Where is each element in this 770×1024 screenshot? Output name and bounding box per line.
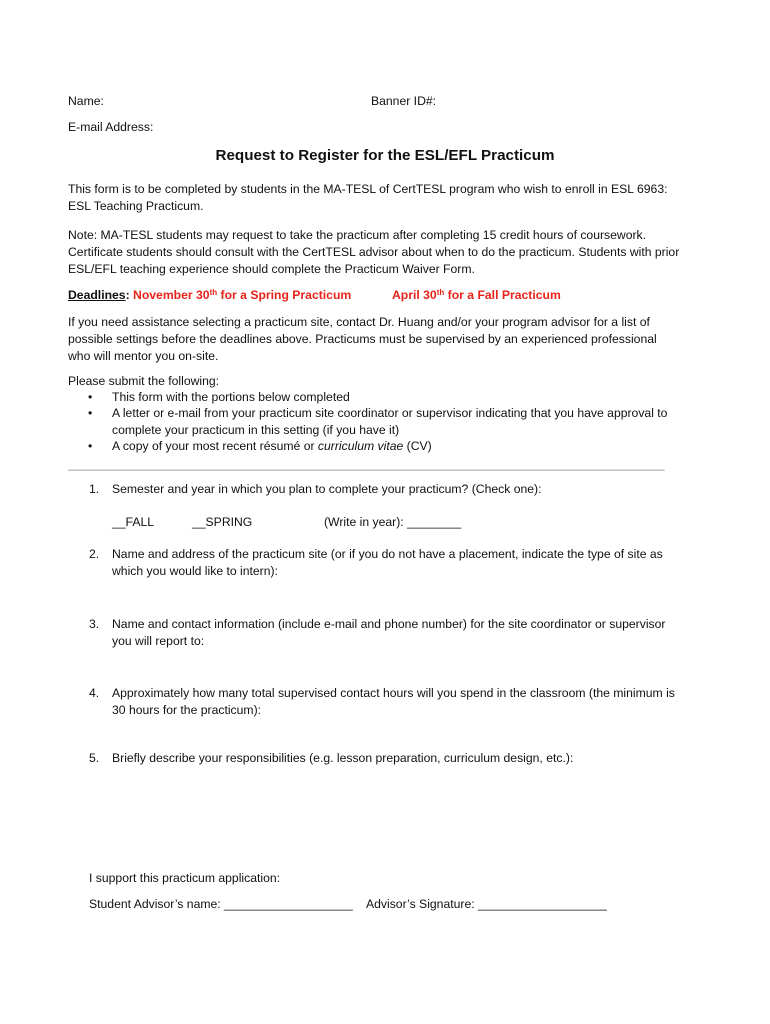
form-title: Request to Register for the ESL/EFL Practicum (215, 147, 555, 164)
note-line: Certificate students should consult with the CertTESL advisor about when to do the practicum. Students with prior (68, 244, 680, 259)
bullet-icon: • (88, 406, 93, 420)
question-number: 4. (89, 686, 100, 700)
deadlines-row (68, 287, 351, 304)
note-paragraph (68, 227, 708, 277)
question-number: 5. (89, 751, 100, 765)
assistance-line: who will mentor you on-site. (68, 348, 219, 363)
deadlines-colon: : (125, 288, 130, 302)
question-number: 3. (89, 617, 100, 631)
submit-item-text: A letter or e-mail from your practicum site coordinator or supervisor indicating that you have approval to complete your practicum in this setting (if you have it) (112, 406, 668, 437)
question-number: 2. (89, 547, 100, 561)
assistance-line: If you need assistance selecting a practicum site, contact Dr. Huang and/or your program advisor for a list of (68, 315, 650, 329)
submit-item-text: This form with the portions below completed (112, 390, 350, 404)
advisor-name-field[interactable]: Student Advisor’s name: ___________________ (89, 897, 353, 911)
question-text: Approximately how many total supervised contact hours will you spend in the classroom (the minimum is 30 hours for the practicum): (112, 686, 675, 717)
bullet-icon: • (88, 439, 93, 453)
submit-item-text: A copy of your most recent résumé or curriculum vitae (CV) (112, 439, 432, 453)
note-line: Note: MA-TESL students may request to take the practicum after completing 15 credit hours of coursework. (68, 228, 647, 242)
question-text: Name and address of the practicum site (or if you do not have a placement, indicate the type of site as which you would like to intern): (112, 547, 663, 578)
assistance-paragraph (68, 314, 708, 364)
intro-paragraph (68, 181, 708, 215)
question-text: Semester and year in which you plan to complete your practicum? (Check one): (112, 482, 542, 496)
intro-line: This form is to be completed by students in the MA-TESL of CertTESL program who wish to enroll in ESL 6963: (68, 182, 668, 196)
advisor-signature-field[interactable]: Advisor’s Signature: ___________________ (366, 897, 607, 911)
spring-option[interactable]: __SPRING (192, 515, 253, 529)
name-label: Name: (68, 94, 104, 108)
question-text: Briefly describe your responsibilities (e.g. lesson preparation, curriculum design, etc.): (112, 751, 574, 765)
fall-option[interactable]: __FALL (112, 515, 155, 529)
section-divider: ________________________________________________________________________________________ (68, 457, 665, 471)
year-field[interactable]: (Write in year): ________ (324, 515, 462, 529)
intro-line: ESL Teaching Practicum. (68, 198, 204, 213)
banner-id-label: Banner ID#: (371, 94, 437, 108)
question-text: Name and contact information (include e-mail and phone number) for the site coordinator or supervisor you will report to: (112, 617, 666, 648)
fall-deadline: April 30th for a Fall Practicum (392, 288, 561, 302)
bullet-icon: • (88, 390, 93, 404)
question-number: 1. (89, 482, 100, 496)
deadlines-label: Deadlines (68, 288, 126, 302)
submit-heading: Please submit the following: (68, 374, 220, 388)
support-statement: I support this practicum application: (89, 871, 281, 885)
note-line: ESL/EFL teaching experience should complete the Practicum Waiver Form. (68, 261, 475, 276)
assistance-line: possible settings before the deadlines above. Practicums must be supervised by an experienced professional (68, 331, 657, 346)
email-label: E-mail Address: (68, 120, 154, 134)
spring-deadline: November 30th for a Spring Practicum (133, 288, 352, 302)
